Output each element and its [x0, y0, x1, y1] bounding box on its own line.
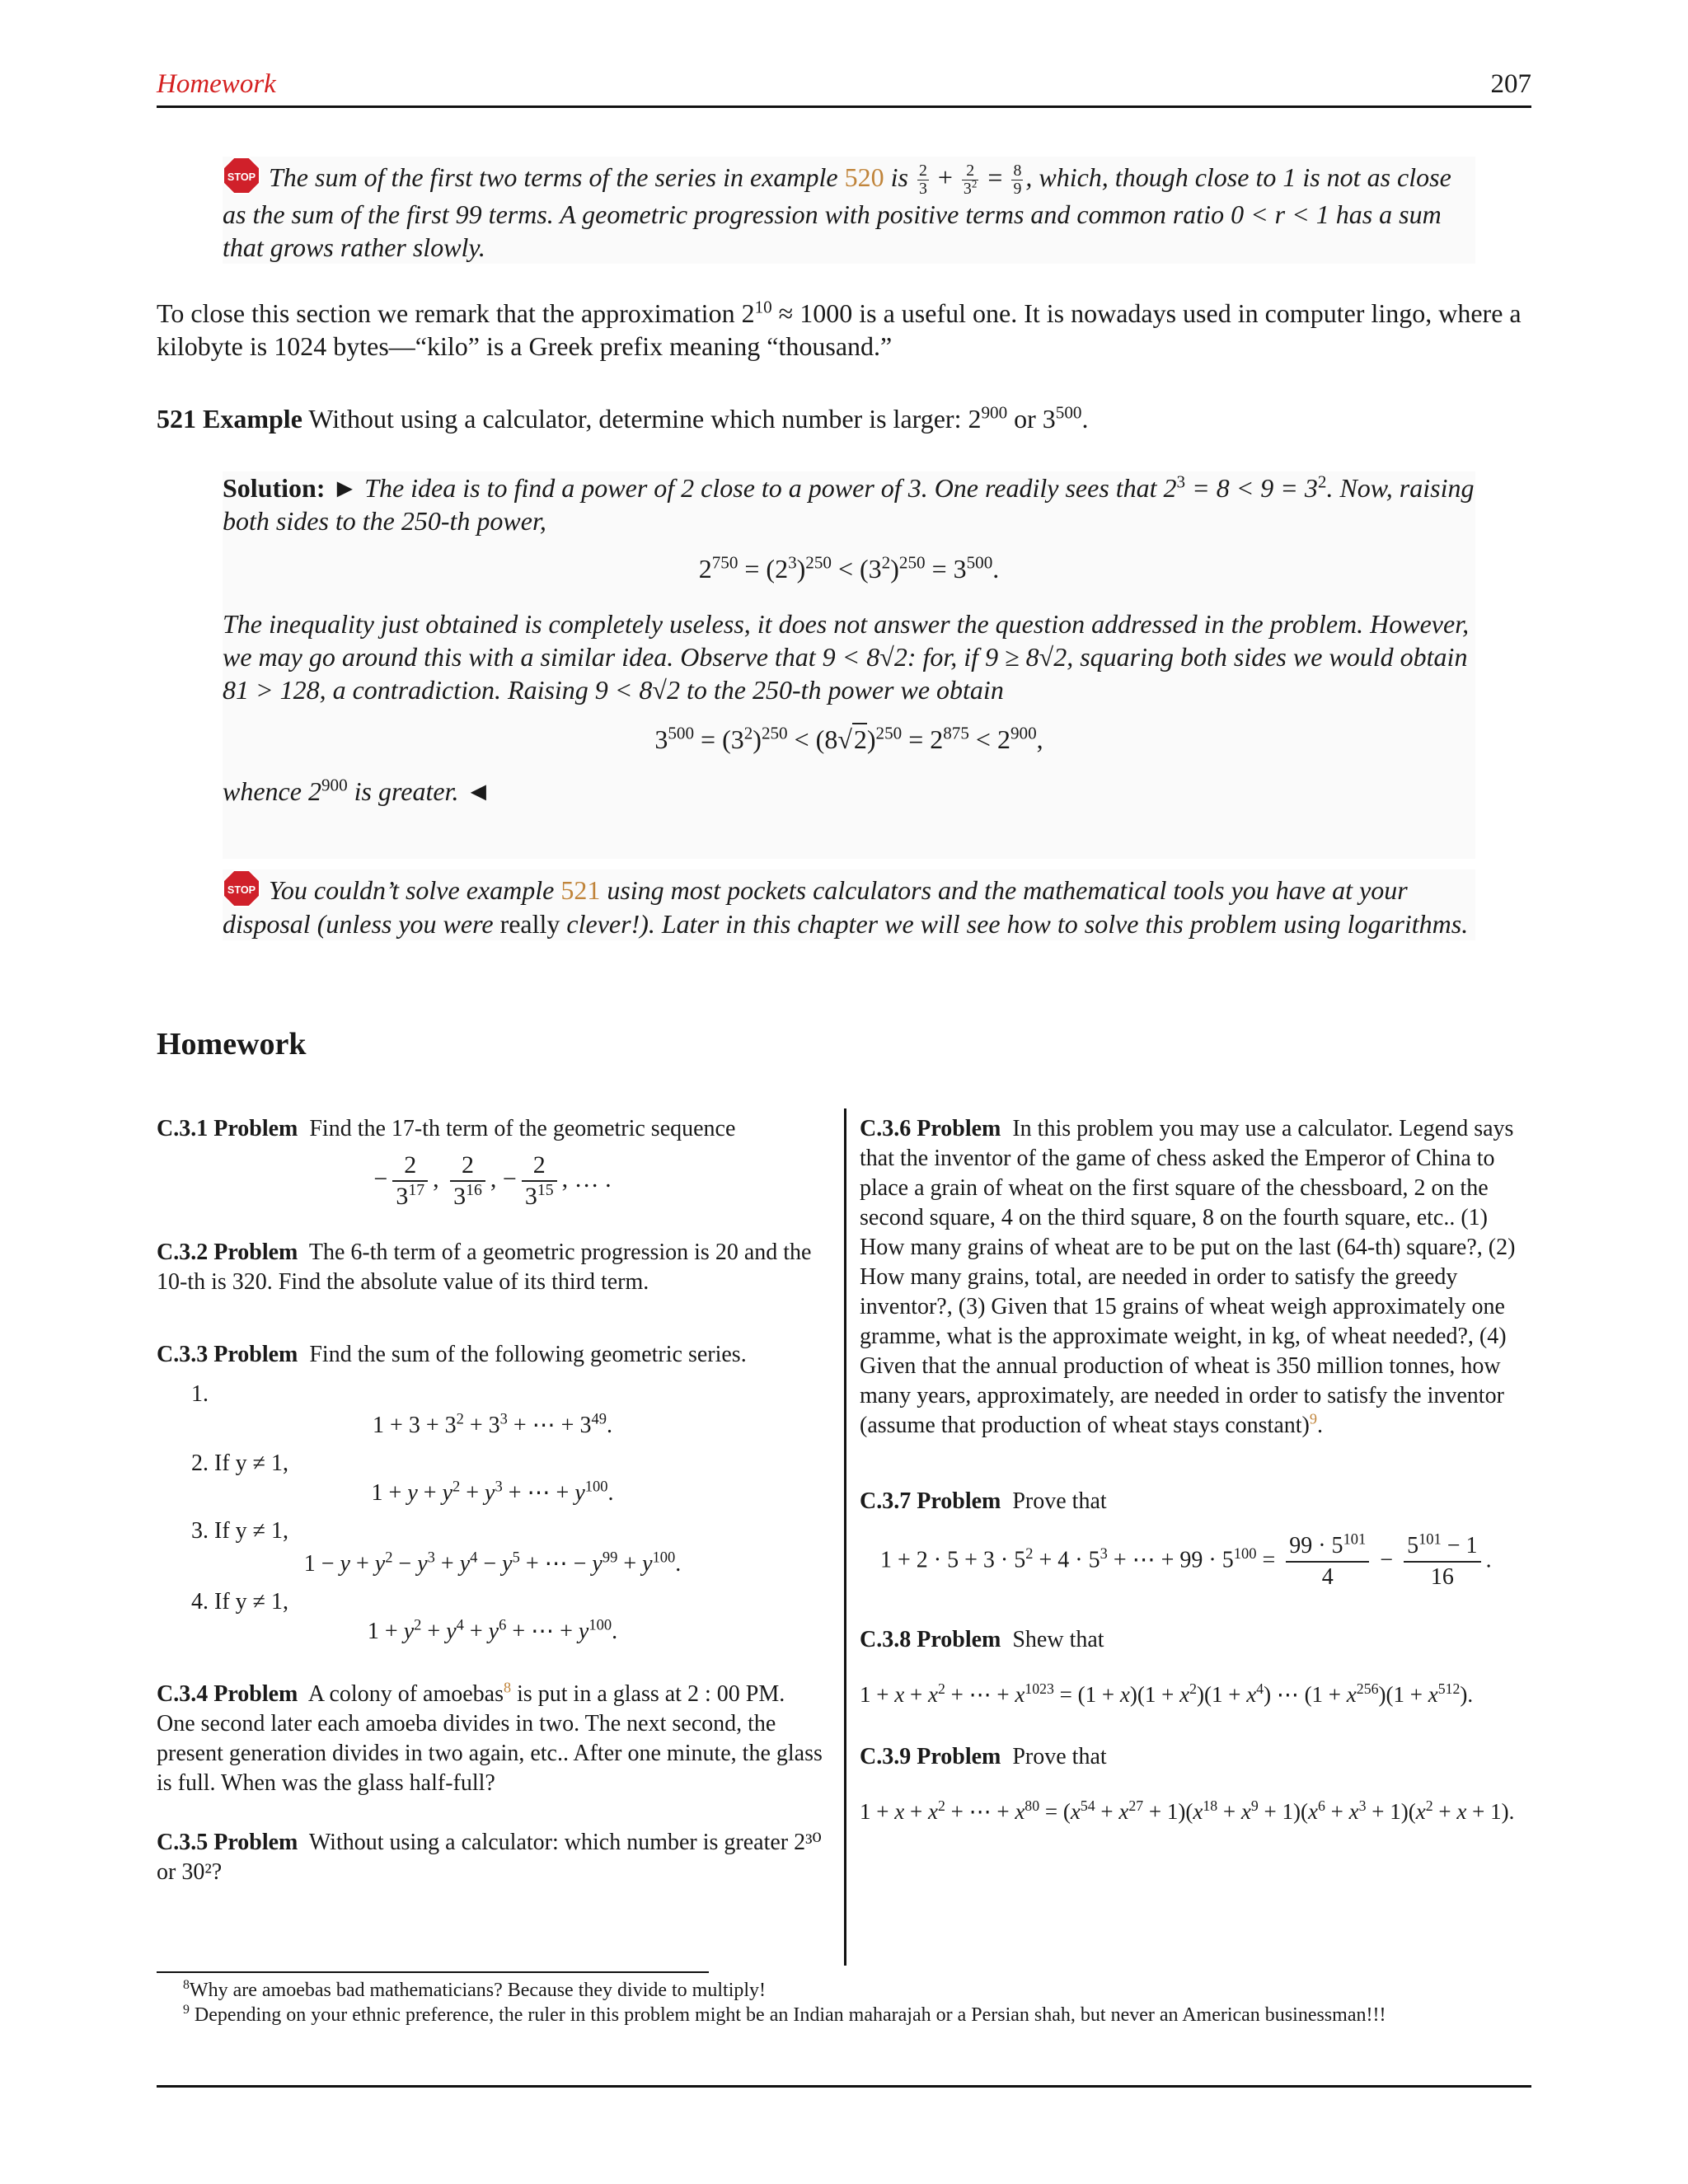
series-math-1: $1 + 3 + 3^2 + 3^3$ + ⋯ + $3^{49}$. [373, 1410, 612, 1438]
identity-math-7: $1 + 2 \cdot 5 + 3 \cdot 5^2 + 4 \cdot 5^3$ + ⋯ + $99 \cdot 5^{100}$ = $\frac{99 \cdot 5^{101}}{4}$ − $\frac{5^{101} - 1}{16}$ . [880, 1530, 1492, 1590]
problem-label: C.3.9 Problem [860, 1744, 1001, 1769]
problem-text: Without using a calculator: which number is greater 2³⁰ or 30²? [157, 1830, 822, 1885]
paragraph [157, 297, 1531, 363]
triangle-right-icon: ► [331, 473, 359, 503]
example-label: 521 Example [157, 404, 302, 434]
solution-block [223, 471, 1475, 859]
footnote-text: Depending on your ethnic preference, the ruler in this problem might be an Indian maharajah or a Persian shah, but never an American businessman!!! [189, 2004, 1386, 2026]
problem-text: . [1316, 1413, 1323, 1438]
problem-text: Prove that [1012, 1488, 1107, 1514]
problem-c36 [860, 1114, 1531, 1441]
svg-text:STOP: STOP [227, 883, 256, 896]
svg-text:STOP: STOP [227, 171, 256, 183]
footnote-rule [157, 1971, 709, 1973]
footnote-ref-link[interactable]: 9 [1309, 1410, 1317, 1427]
list-item: 2. If y ≠ 1, [191, 1451, 289, 1476]
identity-math-8: $1 + x + x^2$ + ⋯ + $x^{1023} = (1 + x)(1 + x^2)(1 + x^4)$ ⋯ $(1 + x^{256})(1 + x^{512})$. [860, 1680, 1474, 1707]
example-text: Without using a calculator, determine which number is larger: 2 [308, 404, 982, 434]
problem-text: Find the sum of the following geometric series. [309, 1342, 747, 1367]
equation-1: $2^{750} = (2^3)^{250} < (3^2)^{250} = 3^{500}$. [698, 552, 1000, 583]
problem-c37 [860, 1487, 1531, 1592]
callout-text: is [890, 162, 908, 192]
example-521 [157, 402, 1531, 435]
problem-c33 [157, 1340, 828, 1647]
stop-sign-icon [223, 869, 260, 907]
series-math-4: $1 + y^2 + y^4 + y^6$ + ⋯ + $y^{100}$. [367, 1616, 618, 1644]
footnote-mark: 8 [183, 1978, 190, 1992]
example-text: or 3 [1007, 404, 1056, 434]
identity-math-9: $1 + x + x^2$ + ⋯ + $x^{80} = (x^{54} + x^{27} + 1)(x^{18} + x^9 + 1)(x^6 + x^3 + 1)(x^2 + x + 1)$. [860, 1797, 1515, 1824]
problem-label: C.3.1 Problem [157, 1116, 298, 1141]
problem-text: Find the 17-th term of the geometric sequence [309, 1116, 736, 1141]
problem-label: C.3.6 Problem [860, 1116, 1001, 1141]
problem-c38 [860, 1625, 1531, 1709]
series-math-3: $1 - y + y^2 - y^3 + y^4 - y^5$ + ⋯ − $y^{99} + y^{100}$. [303, 1549, 682, 1577]
page-number: 207 [1490, 69, 1531, 99]
callout-text: using most pockets calculators and the mathematical tools you have at your disposal (unless you were [223, 875, 1408, 939]
problem-label: C.3.3 Problem [157, 1342, 298, 1367]
problem-label: C.3.4 Problem [157, 1681, 298, 1707]
problem-c35 [157, 1828, 828, 1887]
solution-text-2: The inequality just obtained is completely useless, it does not answer the question addressed in the problem. However, we may go around this with a similar idea. Observe that 9 < 8√2: for, if 9 ≥ 8√2, squaring both sides we would obtain 81 > 128, a contradiction. Raising 9 < 8√2 to the 250-th power we obtain [223, 609, 1470, 705]
exponent: 500 [1055, 402, 1082, 423]
footnote-9 [183, 2003, 1535, 2027]
right-column [860, 1114, 1531, 1826]
problem-label: C.3.5 Problem [157, 1830, 298, 1855]
list-item: 4. If y ≠ 1, [191, 1589, 289, 1615]
example-text: . [1081, 404, 1089, 434]
exponent: 10 [754, 297, 772, 317]
solution-conclusion [223, 775, 1475, 808]
callout-text: really [499, 909, 560, 939]
solution-text: = 8 < 9 = 3 [1185, 473, 1318, 503]
solution-text: is greater. ◄ [347, 776, 492, 806]
problem-text: Shew that [1012, 1627, 1104, 1652]
problem-c39 [860, 1742, 1531, 1826]
problem-text: In this problem you may use a calculator. Legend says that the inventor of the game of chess asked the Emperor of China to place a grain of wheat on the first square of the chessboard, 2 on the second square, 4 on the third square, 8 on the fourth square, etc.. (1) How many grains of wheat are to be put on the last (64-th) square?, (2) How many grains, total, are needed in order to satisfy the greedy inventor?, (3) Given that 15 grains of wheat weigh approximately one gramme, what is the approximate weight, in kg, of wheat needed?, (4) Given that the annual production of wheat is 350 million tonnes, how many years, approximately, are needed in order to satisfy the inventor (assume that production of wheat stays constant) [860, 1116, 1516, 1438]
problem-label: C.3.2 Problem [157, 1240, 298, 1265]
problem-label: C.3.7 Problem [860, 1488, 1001, 1514]
problem-c34 [157, 1680, 828, 1798]
solution-label: Solution: [223, 473, 326, 503]
problem-text: Prove that [1012, 1744, 1107, 1769]
column-divider [844, 1108, 846, 1966]
example-ref-link[interactable]: 521 [560, 875, 601, 905]
problem-text: The 6-th term of a geometric progression is 20 and the 10-th is 320. Find the absolute value of its third term. [157, 1240, 812, 1295]
sequence-math: − $\frac{2}{3^{17}}$ , $\frac{2}{3^{16}}$ , − $\frac{2}{3^{15}}$ , … . [373, 1151, 612, 1210]
footnotes [183, 1978, 1535, 2027]
problem-c31 [157, 1114, 828, 1212]
footer-rule [157, 2085, 1531, 2088]
example-ref-link[interactable]: 520 [844, 162, 884, 192]
running-header-title: Homework [157, 69, 276, 99]
header-rule [157, 105, 1531, 108]
footnote-ref-link[interactable]: 8 [504, 1679, 512, 1696]
paragraph-text: ≈ 1000 is a useful one. It is nowadays used in computer lingo, where a kilobyte is 1024 bytes—“kilo” is a Greek prefix meaning “thousand.” [157, 298, 1522, 361]
solution-intro: Solution: ► The idea is to find a power of 2 close to a power of 3. One readily sees that $2^3 = 8 < 9 = 3^2$. Now, raising both sides to the 250-th power, [223, 471, 1475, 536]
problem-label: C.3.8 Problem [860, 1627, 1001, 1652]
callout-text: , which, though close to 1 is not as close as the sum of the first 99 terms. A geometric progression with positive terms and common ratio 0 < r < 1 has a sum that grows rather slowly. [223, 162, 1451, 262]
callout-text: clever!). Later in this chapter we will see how to solve this problem using logarithms. [566, 909, 1469, 939]
list-item: 3. If y ≠ 1, [191, 1518, 289, 1544]
left-column [157, 1114, 828, 1887]
exponent: 900 [321, 775, 348, 795]
section-heading: Homework [157, 1027, 307, 1062]
math-fraction-sum: $\frac{2}{3}$ + $\frac{2}{3^2}$ = $\frac{8}{9}$ [918, 162, 1022, 199]
callout-text: You couldn’t solve example [269, 875, 555, 905]
list-item: 1. [191, 1381, 209, 1407]
equation-2: $3^{500} = (3^2)^{250} < (8√2)^{250} = 2^{875} < 2^{900}$, [654, 723, 1043, 754]
solution-text: whence 2 [223, 776, 321, 806]
solution-text: The idea is to find a power of 2 close to a power of 3. One readily sees that 2 [364, 473, 1177, 503]
footnote-mark: 9 [183, 2003, 190, 2017]
stop-sign-icon [223, 157, 260, 194]
problem-text: is put in a glass at 2 : 00 PM. One second later each amoeba divides in two. The next second, the present generation divides in two again, etc.. After one minute, the glass is full. When was the glass half-full? [157, 1681, 823, 1796]
series-math-2: $1 + y + y^2 + y^3$ + ⋯ + $y^{100}$. [371, 1478, 614, 1506]
problem-text: A colony of amoebas [307, 1681, 504, 1707]
callout-note-1 [223, 157, 1475, 264]
footnote-8 [183, 1978, 1535, 2003]
callout-note-2 [223, 869, 1475, 940]
paragraph-text: To close this section we remark that the approximation 2 [157, 298, 755, 328]
solution-text: . Now, raising both sides to the 250-th power, [223, 473, 1475, 536]
exponent: 900 [981, 402, 1008, 423]
problem-c32 [157, 1238, 828, 1297]
callout-text: The sum of the first two terms of the series in example [269, 162, 838, 192]
footnote-text: Why are amoebas bad mathematicians? Because they divide to multiply! [189, 1980, 767, 2001]
